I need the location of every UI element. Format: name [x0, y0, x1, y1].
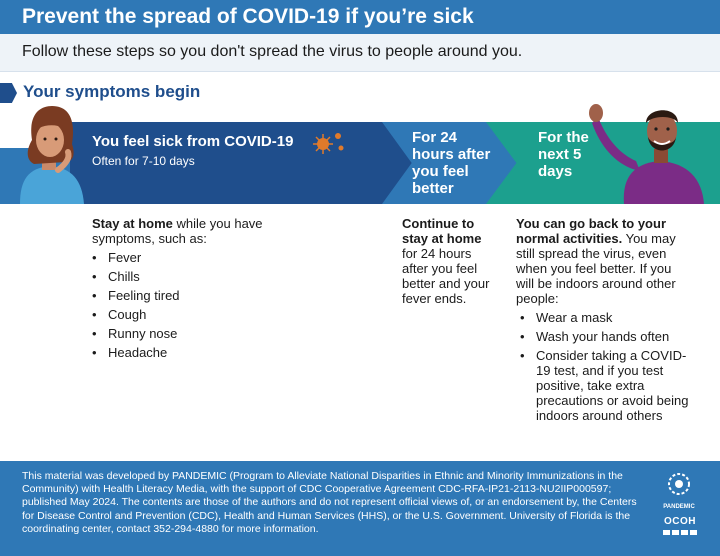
col3-bold-text: You can go back to your normal activities. — [516, 216, 667, 246]
page-title: Prevent the spread of COVID-19 if you’re sick — [22, 5, 474, 28]
list-item: • Fever — [92, 250, 277, 265]
list-item: • Runny nose — [92, 326, 277, 341]
symptom-list — [92, 250, 277, 360]
list-item: • Consider taking a COVID-19 test, and if you test positive, take extra precautions or avoid being indoors around others — [520, 348, 690, 423]
list-item: • Headache — [92, 345, 277, 360]
col3-text: You may still spread the virus, even when you feel better. If you will be indoors around other people: — [516, 231, 676, 306]
list-item: • Feeling tired — [92, 288, 277, 303]
step-3-title: For the next 5 days — [538, 129, 589, 180]
pandemic-logo-text: PANDEMIC — [663, 504, 695, 510]
precaution-list — [516, 310, 690, 423]
col2-text: for 24 hours after you feel better and your fever ends. — [402, 246, 490, 306]
step-1-subtitle: Often for 7-10 days — [92, 154, 195, 168]
list-item: • Chills — [92, 269, 277, 284]
footer — [0, 461, 720, 556]
subheader-bar — [0, 34, 720, 72]
normal-activities-column — [516, 216, 690, 427]
list-item: • Wash your hands often — [520, 329, 690, 344]
ocoh-logo-text: OCOH — [664, 516, 696, 527]
header-banner — [0, 0, 720, 34]
stay-home-column — [402, 216, 494, 306]
col1-bold-text: Stay at home — [92, 216, 173, 231]
col1-text: while you have symptoms, such as: — [92, 216, 263, 246]
symptoms-column — [92, 216, 277, 364]
ocoh-logo — [660, 516, 700, 546]
list-item: • Wear a mask — [520, 310, 690, 325]
pandemic-logo — [662, 470, 696, 512]
page-subtitle: Follow these steps so you don't spread the virus to people around you. — [22, 43, 523, 60]
list-item: • Cough — [92, 307, 277, 322]
section-title: Your symptoms begin — [23, 82, 201, 101]
footer-disclaimer: This material was developed by PANDEMIC (Program to Alleviate National Disparities in Ethnic and Minority Immunizations in the Community) with Health Literacy Media, with the support of CDC Cooperative Agreement CDC-RFA-IP21-2113-NU2IIP000597; published May 2024. The contents are those of the authors and do not represent official views of, or an endorsement by, the Centers for Disease Control and Prevention (CDC), Health and Human Services (HHS), or the U.S. Government. University of Florida is the coordinating center, contact 352-294-4880 for more information. — [22, 470, 637, 535]
sick-woman-illustration — [10, 100, 90, 204]
virus-icon — [311, 130, 347, 160]
ocoh-logo-mark — [660, 530, 700, 535]
col2-bold-text: Continue to stay at home — [402, 216, 482, 246]
step-2-title: For 24 hours after you feel better — [412, 129, 491, 197]
step-1-title: You feel sick from COVID-19 — [92, 133, 294, 150]
